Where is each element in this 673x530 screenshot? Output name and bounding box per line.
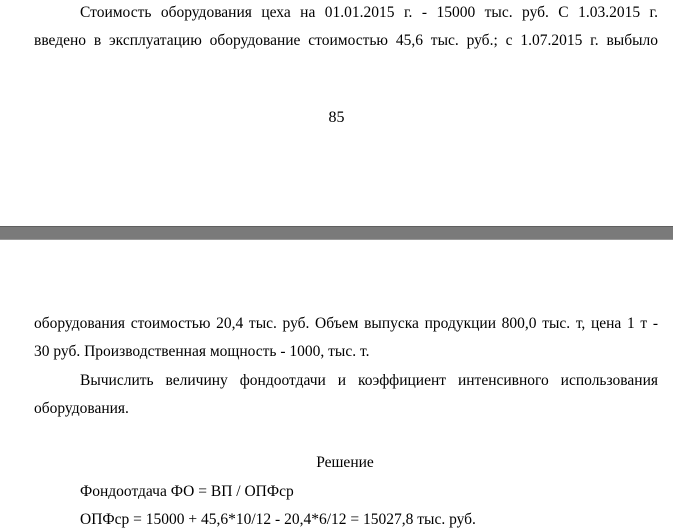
formula-capital-productivity: Фондоотдача ФО = ВП / ОПФср <box>80 483 294 500</box>
problem-text-line-3: оборудования стоимостью 20,4 тыс. руб. Объем выпуска продукции 800,0 тыс. т, цена 1 т - <box>34 315 658 332</box>
problem-text-line-2: введено в эксплуатацию оборудование стоимостью 45,6 тыс. руб.; с 1.07.2015 г. выбыло <box>34 32 658 49</box>
formula-average-fixed-assets: ОПФср = 15000 + 45,6*10/12 - 20,4*6/12 = 15027,8 тыс. руб. <box>80 511 476 528</box>
task-text-line-2: оборудования. <box>34 400 129 417</box>
page-86 <box>0 240 673 527</box>
page-number: 85 <box>328 109 345 126</box>
task-text-line-1: Вычислить величину фондоотдачи и коэффициент интенсивного использования <box>80 372 658 389</box>
page-85 <box>0 0 673 226</box>
solution-heading: Решение <box>316 454 374 471</box>
problem-text-line-1: Стоимость оборудования цеха на 01.01.2015 г. - 15000 тыс. руб. С 1.03.2015 г. <box>80 4 658 21</box>
page-separator <box>0 226 673 240</box>
problem-text-line-4: 30 руб. Производственная мощность - 1000, тыс. т. <box>34 343 370 360</box>
